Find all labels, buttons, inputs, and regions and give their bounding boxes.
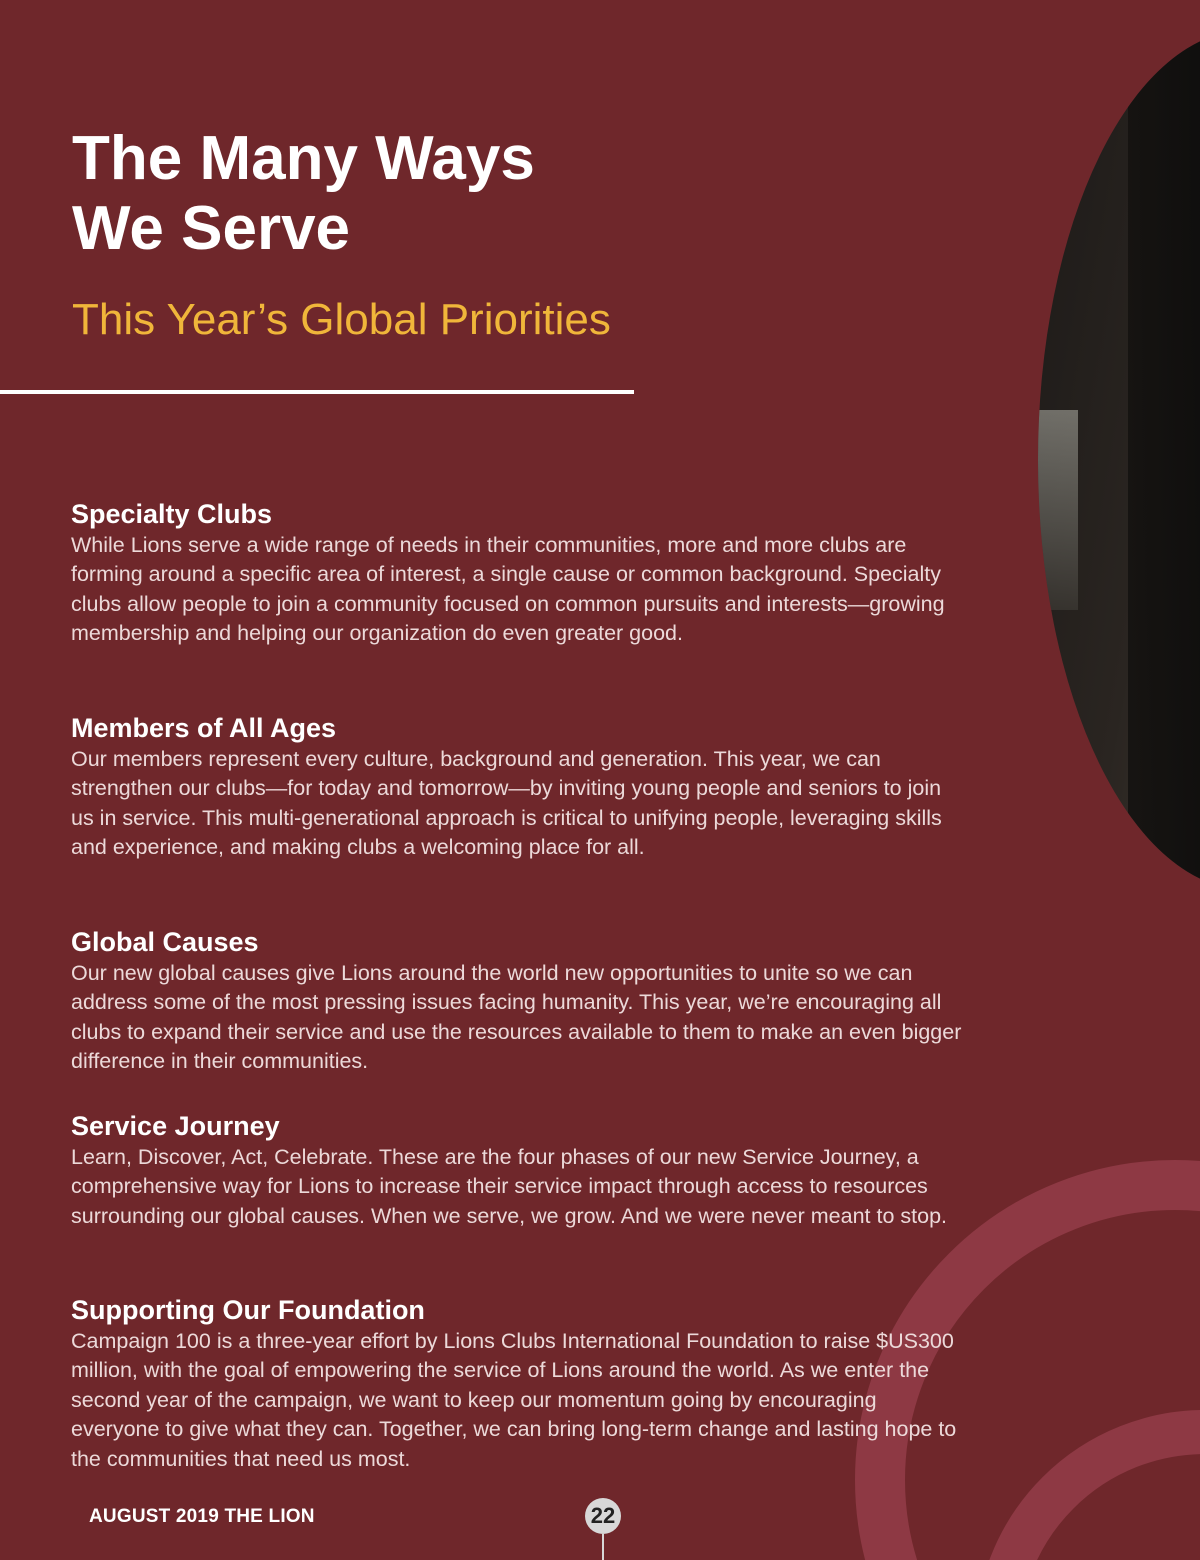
section-heading: Specialty Clubs [71, 499, 273, 529]
divider [0, 390, 634, 394]
section-body: Our members represent every culture, background and generation. This year, we can strengthen our clubs—for today and tomorrow—by inviting young people and seniors to join us in service. This multi-generational approach is critical to unifying people, leveraging skills and experience, and making clubs a welcoming place for all. [71, 747, 942, 860]
title-line-2: We Serve [72, 194, 351, 263]
section-heading: Service Journey [71, 1111, 280, 1141]
section-body: Campaign 100 is a three-year effort by Lions Clubs International Foundation to raise $US300 million, with the goal of empowering the service of Lions around the world. As we enter the second year of the campaign, we want to keep our momentum going by encouraging everyone to give what they can. Together, we can bring long-term change and lasting hope to the communities that need us most. [71, 1329, 957, 1471]
page-title [72, 124, 692, 264]
footer-publication: AUGUST 2019 THE LION [89, 1506, 315, 1527]
tree-photo [1038, 30, 1200, 890]
section-body: While Lions serve a wide range of needs in their communities, more and more clubs are forming around a specific area of interest, a single cause or common background. Specialty clubs allow people to join a community focused on common pursuits and interests—growing membership and helping our organization do even greater good. [71, 533, 945, 646]
section-service-journey [71, 1109, 971, 1231]
section-global-causes [71, 925, 971, 1077]
section-heading: Members of All Ages [71, 713, 337, 743]
section-specialty-clubs [71, 497, 971, 649]
page-number-stem [602, 1534, 604, 1560]
section-members-of-all-ages [71, 711, 971, 863]
section-supporting-our-foundation [71, 1293, 971, 1474]
page-subtitle: This Year’s Global Priorities [72, 295, 611, 344]
page-number: 22 [585, 1498, 621, 1534]
section-heading: Supporting Our Foundation [71, 1295, 425, 1325]
section-heading: Global Causes [71, 927, 259, 957]
title-line-1: The Many Ways [72, 124, 535, 193]
section-body: Learn, Discover, Act, Celebrate. These are the four phases of our new Service Journey, a comprehensive way for Lions to increase their service impact through access to resources surrounding our global causes. When we serve, we grow. And we were never meant to stop. [71, 1145, 947, 1228]
section-body: Our new global causes give Lions around the world new opportunities to unite so we can address some of the most pressing issues facing humanity. This year, we’re encouraging all clubs to expand their service and use the resources available to them to make an even bigger difference in their communities. [71, 961, 962, 1074]
